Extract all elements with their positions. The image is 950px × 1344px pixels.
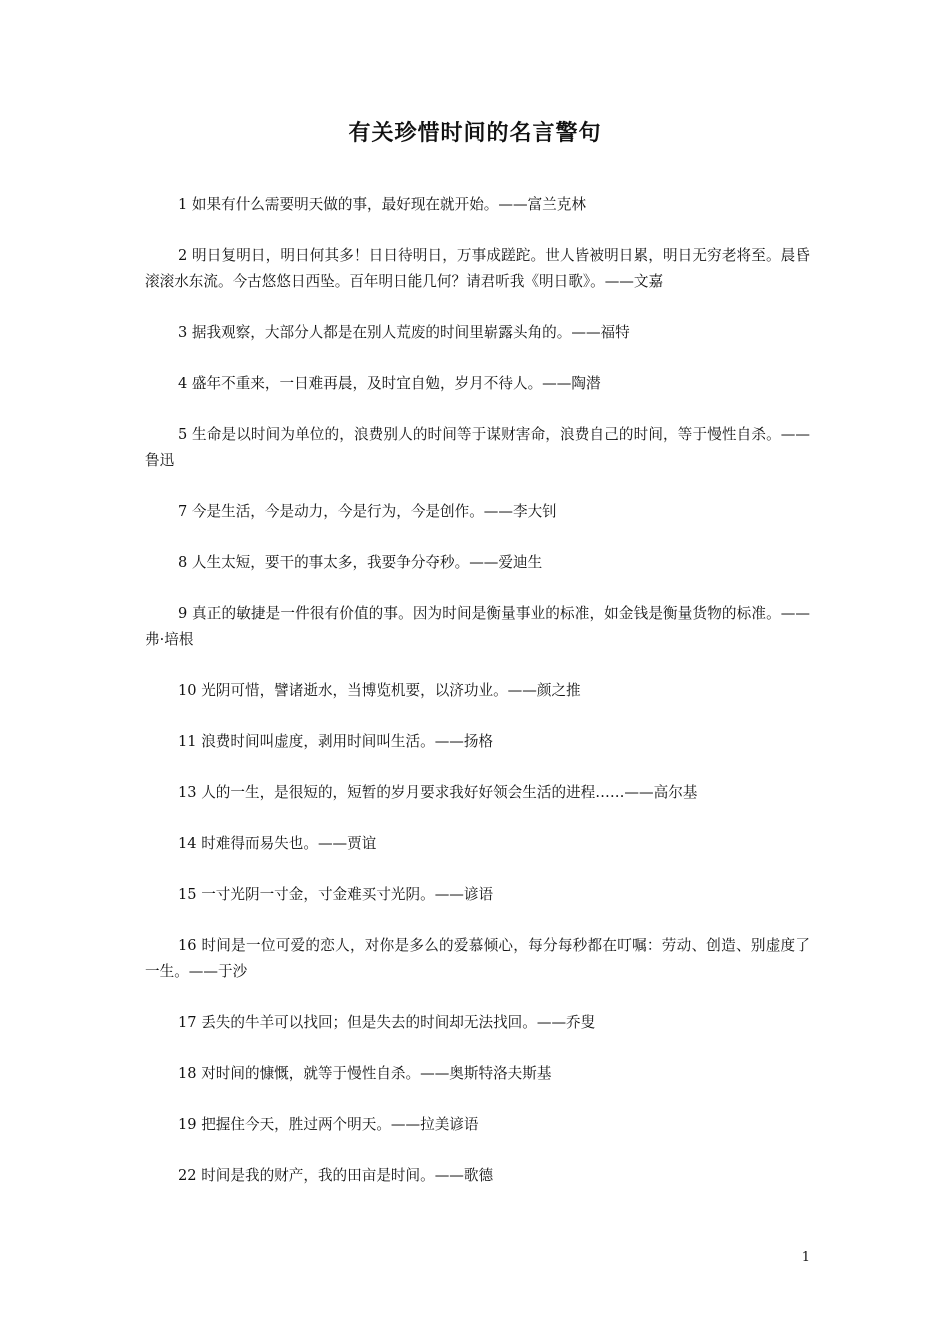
quote-paragraph: 3 据我观察，大部分人都是在别人荒废的时间里崭露头角的。——福特: [178, 324, 630, 341]
quote-paragraph: 19 把握住今天，胜过两个明天。——拉美谚语: [178, 1116, 479, 1133]
quote-paragraph: 4 盛年不重来，一日难再晨，及时宜自勉，岁月不待人。——陶潜: [178, 375, 601, 392]
quote-paragraph: 17 丢失的牛羊可以找回；但是失去的时间却无法找回。——乔叟: [178, 1014, 596, 1031]
quote-paragraph: 22 时间是我的财产，我的田亩是时间。——歌德: [178, 1167, 494, 1184]
quote-list: [145, 192, 810, 1214]
quote-paragraph: 13 人的一生，是很短的，短暂的岁月要求我好好领会生活的进程……——高尔基: [178, 784, 698, 801]
quote-paragraph: 15 一寸光阴一寸金，寸金难买寸光阴。——谚语: [178, 886, 494, 903]
document-title: 有关珍惜时间的名言警句: [348, 121, 602, 146]
quote-paragraph: 8 人生太短，要干的事太多，我要争分夺秒。——爱迪生: [178, 554, 543, 571]
quote-paragraph: 9 真正的敏捷是一件很有价值的事。因为时间是衡量事业的标准，如金钱是衡量货物的标准。——弗·培根: [145, 605, 810, 648]
quote-paragraph: 1 如果有什么需要明天做的事，最好现在就开始。——富兰克林: [178, 196, 586, 213]
quote-paragraph: 16 时间是一位可爱的恋人，对你是多么的爱慕倾心，每分每秒都在叮嘱：劳动、创造、别虚度了一生。——于沙: [145, 937, 810, 980]
quote-paragraph: 14 时难得而易失也。——贾谊: [178, 835, 377, 852]
page-number: 1: [801, 1250, 810, 1265]
quote-paragraph: 7 今是生活，今是动力，今是行为，今是创作。——李大钊: [178, 503, 557, 520]
quote-paragraph: 10 光阴可惜，譬诸逝水，当博览机要，以济功业。——颜之推: [178, 682, 581, 699]
quote-paragraph: 5 生命是以时间为单位的，浪费别人的时间等于谋财害命，浪费自己的时间，等于慢性自杀。——鲁迅: [145, 426, 810, 469]
quote-paragraph: 11 浪费时间叫虚度，剥用时间叫生活。——扬格: [178, 733, 494, 750]
quote-paragraph: 18 对时间的慷慨，就等于慢性自杀。——奥斯特洛夫斯基: [178, 1065, 552, 1082]
quote-paragraph: 2 明日复明日，明日何其多！日日待明日，万事成蹉跎。世人皆被明日累，明日无穷老将至。晨昏滚滚水东流。今古悠悠日西坠。百年明日能几何？请君听我《明日歌》。——文嘉: [145, 247, 810, 290]
